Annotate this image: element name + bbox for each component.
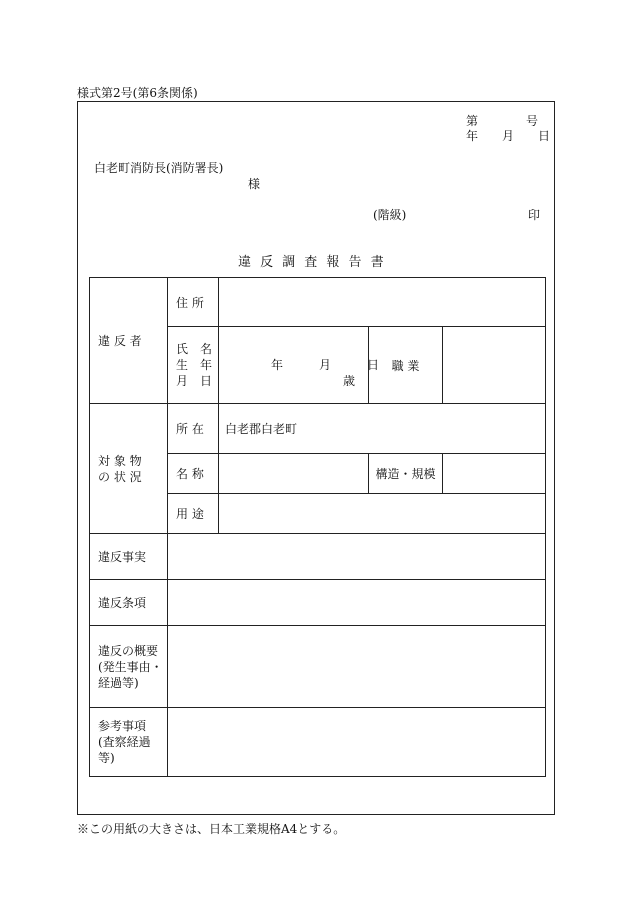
occupation-value-cell[interactable] <box>443 327 546 404</box>
document-date-label: 年 月 日 <box>466 129 551 143</box>
birth-date-placeholder: 年 月 日 <box>271 358 380 372</box>
articles-label: 違反条項 <box>98 596 147 610</box>
address-label: 住 所 <box>176 295 204 310</box>
articles-value-cell[interactable] <box>168 580 546 626</box>
footer-note: ※この用紙の大きさは、日本工業規格A4とする。 <box>77 822 346 836</box>
name-birth-value-cell[interactable] <box>219 327 380 404</box>
target-label-2: の 状 況 <box>98 469 142 484</box>
target-name-value-cell[interactable] <box>219 454 369 494</box>
facts-label: 違反事実 <box>98 550 147 564</box>
birth-label-1: 生 年 <box>176 358 213 372</box>
birth-label-2: 月 日 <box>176 374 213 388</box>
form-number: 様式第2号(第6条関係) <box>77 86 198 100</box>
addressee: 白老町消防長(消防署長) <box>94 161 224 175</box>
use-label: 用 途 <box>176 507 204 521</box>
reference-value-cell[interactable] <box>168 708 546 777</box>
target-label-1: 対 象 物 <box>98 453 142 468</box>
age-suffix: 歳 <box>343 374 356 388</box>
violator-section-label <box>90 278 168 404</box>
location-value-cell[interactable] <box>219 404 546 454</box>
address-value-cell[interactable] <box>219 278 546 327</box>
use-value-cell[interactable] <box>219 494 546 534</box>
structure-label: 構造・規模 <box>375 467 436 481</box>
location-value: 白老郡白老町 <box>225 422 298 436</box>
document-number-label: 第 号 <box>466 114 539 128</box>
summary-label-1: 違反の概要 <box>98 643 159 658</box>
structure-value-cell[interactable] <box>443 454 546 494</box>
facts-value-cell[interactable] <box>168 534 546 580</box>
seal-mark: 印 <box>528 208 541 222</box>
reference-label-2: (査察経過 <box>98 735 151 749</box>
occupation-label: 職 業 <box>391 358 420 373</box>
summary-value-cell[interactable] <box>168 626 546 708</box>
target-name-label: 名 称 <box>176 467 204 481</box>
reference-label-1: 参考事項 <box>98 719 147 733</box>
reference-label-3: 等) <box>98 751 115 765</box>
summary-label-3: 経過等) <box>98 675 139 690</box>
document-title: 違反調査報告書 <box>238 255 393 270</box>
addressee-honorific: 様 <box>248 177 261 191</box>
violator-label: 違 反 者 <box>98 334 142 348</box>
report-table <box>89 277 546 777</box>
summary-label-2: (発生事由・ <box>98 659 163 674</box>
reporter-rank: (階級) <box>373 208 407 222</box>
location-label: 所 在 <box>176 422 204 436</box>
name-label: 氏 名 <box>176 342 213 356</box>
target-section-label <box>90 404 168 534</box>
